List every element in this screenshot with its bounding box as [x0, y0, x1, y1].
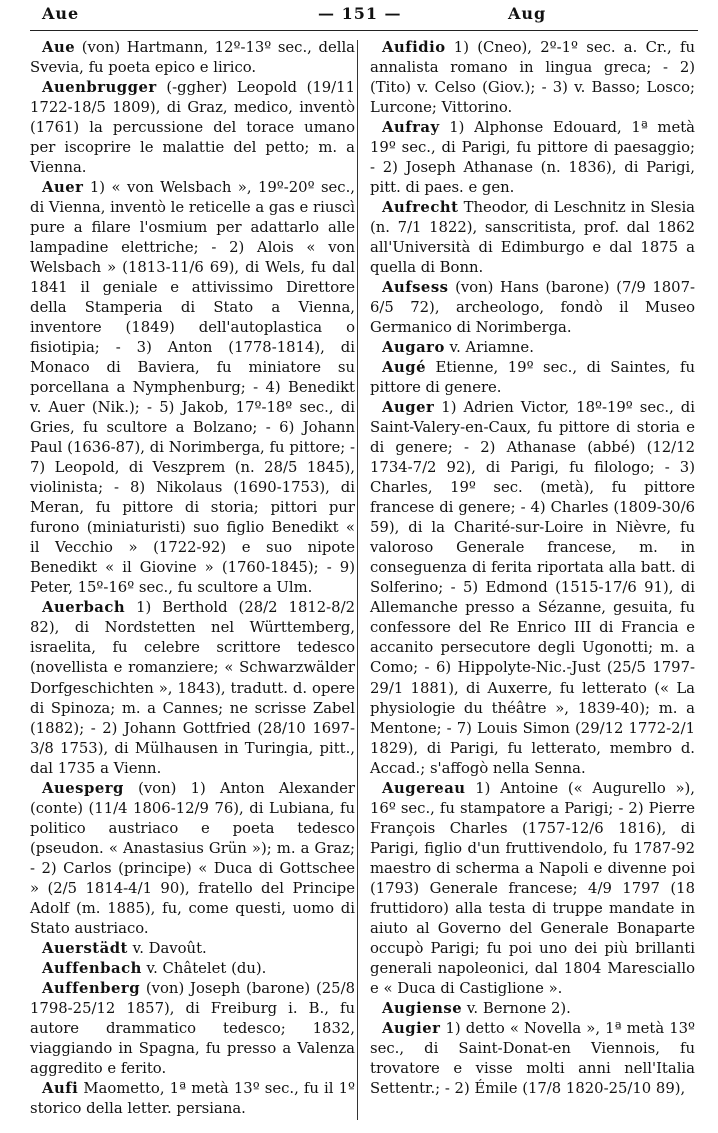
- right-column: [370, 38, 695, 1099]
- entry-text: v. Davoût.: [127, 939, 207, 957]
- entry-text: (von) Hartmann, 12º-13º sec., della Svevia, fu poeta epico e lirico.: [30, 39, 355, 77]
- dictionary-entry: [30, 78, 355, 178]
- entry-headword: Augé: [382, 359, 426, 377]
- dictionary-entry: [370, 38, 695, 118]
- dictionary-entry: [30, 178, 355, 598]
- entry-headword: Aue: [42, 39, 76, 56]
- entry-text: (-ggher) Leopold (19/11 1722-18/5 1809), di Graz, medico, inventò (1761) la percussione del torace umano per iscoprire le malattie del petto; m. a Vienna.: [30, 79, 355, 177]
- entry-text: (von) Hans (barone) (7/9 1807-6/5 72), archeologo, fondò il Museo Germanico di Norimberga.: [370, 279, 695, 337]
- dictionary-entry: [30, 979, 355, 1079]
- entry-headword: Aufrecht: [382, 199, 459, 217]
- dictionary-entry: [370, 198, 695, 278]
- entry-headword: Auerstädt: [42, 939, 128, 957]
- dictionary-entry: [30, 598, 355, 778]
- page-number: — 151 —: [318, 4, 402, 23]
- entry-text: 1) (Cneo), 2º-1º sec. a. Cr., fu annalista romano in lingua greca; - 2) (Tito) v. Celso (Giov.); - 3) v. Basso; Losco; Lurcone; Vittorino.: [370, 39, 695, 117]
- entry-headword: Aufray: [382, 119, 440, 137]
- dictionary-entry: [30, 38, 355, 78]
- dictionary-entry: [370, 118, 695, 198]
- entry-headword: Auerbach: [42, 599, 126, 617]
- entry-text: 1) « von Welsbach », 19º-20º sec., di Vienna, inventò le reticelle a gas e riuscì pure a filare l'osmium per adattarlo alle lampadine elettriche; - 2) Alois « von Welsbach » (1813-11/6 69), di Wels, fu dal 1841 il geniale e attivissimo Direttore della Stamperia di Stato a Vienna, inventore (1849) dell'autoplastica o fisiotipia; - 3) Anton (1778-1814), di Monaco di Baviera, fu miniatore su porcellana a Nymphenburg; - 4) Benedikt v. Auer (Nik.); - 5) Jakob, 17º-18º sec., di Gries, fu scultore a Bolzano; - 6) Johann Paul (1636-87), di Norimberga, fu pittore; - 7) Leopold, di Veszprem (n. 28/5 1845), violinista; - 8) Nikolaus (1690-1753), di Meran, fu pittore di storia; pittori pur furono (miniaturisti) suo figlio Benedikt « il Vecchio » (1722-92) e suo nipote Benedikt « il Giovine » (1760-1845); - 9) Peter, 15º-16º sec., fu scultore a Ulm.: [30, 179, 355, 597]
- entry-text: 1) Adrien Victor, 18º-19º sec., di Saint-Valery-en-Caux, fu pittore di storia e di genere; - 2) Athanase (abbé) (12/12 1734-7/2 92), di Parigi, fu filologo; - 3) Charles, 19º sec. (metà), fu pittore francese di genere; - 4) Charles (1809-30/6 59), di la Charité-sur-Loire in Nièvre, fu valoroso Generale francese, m. in conseguenza di ferita riportata alla batt. di Solferino; - 5) Edmond (1515-17/6 91), di Allemanche presso a Sézanne, gesuita, fu confessore del Re Enrico III di Francia e accanito persecutore degli Ugonotti; m. a Como; - 6) Hippolyte-Nic.-Just (25/5 1797-29/1 1881), di Auxerre, fu letterato (« La physiologie du théâtre », 1839-40); m. a Mentone; - 7) Louis Simon (29/12 1772-2/1 1829), di Parigi, fu letterato, membro d. Accad.; s'affogò nella Senna.: [370, 399, 695, 777]
- entry-headword: Aufi: [42, 1079, 79, 1097]
- entry-headword: Augereau: [382, 779, 466, 797]
- header-left-guide-word: Aue: [42, 4, 80, 23]
- entry-headword: Aufidio: [382, 39, 446, 56]
- entry-text: Theodor, di Leschnitz in Slesia (n. 7/1 1822), sanscritista, prof. dal 1862 all'Università di Edimburgo e dal 1875 a quella di Bonn.: [370, 199, 695, 277]
- entry-text: v. Châtelet (du).: [141, 959, 267, 977]
- entry-headword: Auger: [382, 399, 435, 417]
- entry-text: 1) Berthold (28/2 1812-8/2 82), di Nordstetten nel Württemberg, israelita, fu celebre scrittore tedesco (novellista e romanziere; « Schwarzwälder Dorfgeschichten », 1843), tradutt. d. opere di Spinoza; m. a Cannes; ne scrisse Zabel (1882); - 2) Johann Gottfried (28/10 1697-3/8 1753), di Mülhausen in Turingia, pitt., dal 1735 a Vienn.: [30, 599, 355, 777]
- dictionary-entry: [370, 1019, 695, 1099]
- left-column: [30, 38, 355, 1119]
- entry-headword: Augier: [382, 1019, 441, 1037]
- entry-text: (von) Joseph (barone) (25/8 1798-25/12 1857), di Freiburg i. B., fu autore drammatico tedesco; 1832, viaggiando in Spagna, fu presso a Valenza aggredito e ferito.: [30, 979, 355, 1077]
- entry-text: 1) Alphonse Edouard, 1ª metà 19º sec., di Parigi, fu pittore di paesaggio; - 2) Joseph Athanase (n. 1836), di Parigi, pitt. di paes. e gen.: [370, 119, 695, 197]
- entry-headword: Auffenberg: [42, 979, 141, 997]
- dictionary-entry: [30, 1079, 355, 1119]
- dictionary-entry: [370, 398, 695, 778]
- entry-text: (von) 1) Anton Alexander (conte) (11/4 1806-12/9 76), di Lubiana, fu politico austriaco e poeta tedesco (pseudon. « Anastasius Grün »); m. a Graz; - 2) Carlos (principe) « Duca di Gottschee » (2/5 1814-4/1 90), fratello del Principe Adolf (m. 1885), fu, come questi, uomo di Stato austriaco.: [30, 779, 355, 937]
- dictionary-entry: [30, 779, 355, 939]
- entry-headword: Augaro: [382, 339, 445, 357]
- header-right-guide-word: Aug: [508, 4, 547, 23]
- dictionary-entry: [370, 358, 695, 398]
- entry-headword: Augiense: [382, 999, 463, 1017]
- entry-headword: Aufsess: [382, 279, 449, 297]
- dictionary-entry: [370, 999, 695, 1019]
- dictionary-entry: [370, 779, 695, 999]
- dictionary-entry: [30, 959, 355, 979]
- entry-text: Etienne, 19º sec., di Saintes, fu pittore di genere.: [370, 359, 695, 397]
- dictionary-entry: [370, 338, 695, 358]
- running-header: [0, 0, 718, 26]
- entry-text: 1) detto « Novella », 1ª metà 13º sec., di Saint-Donat-en Viennois, fu trovatore e visse molti anni nell'Italia Settentr.; - 2) Émile (17/8 1820-25/10 89),: [370, 1019, 695, 1097]
- entry-headword: Auffenbach: [42, 959, 142, 977]
- dictionary-entry: [370, 278, 695, 338]
- column-divider: [357, 40, 358, 1120]
- entry-headword: Auer: [42, 179, 84, 197]
- entry-text: v. Bernone 2).: [462, 999, 571, 1017]
- entry-text: Maometto, 1ª metà 13º sec., fu il 1º storico della letter. persiana.: [30, 1079, 355, 1117]
- header-rule: [30, 30, 698, 31]
- entry-text: v. Ariamne.: [444, 339, 534, 357]
- entry-headword: Auenbrugger: [42, 79, 157, 97]
- dictionary-entry: [30, 939, 355, 959]
- entry-text: 1) Antoine (« Augurello »), 16º sec., fu stampatore a Parigi; - 2) Pierre François Charles (1757-12/6 1816), di Parigi, figlio d'un fruttivendolo, fu 1787-92 maestro di scherma a Napoli e divenne poi (1793) Generale francese; 4/9 1797 (18 fruttidoro) alla testa di truppe mandate in aiuto al Governo del Generale Bonaparte occupò Parigi; fu poi uno dei più brillanti generali napoleonici, dal 1804 Maresciallo e « Duca di Castiglione ».: [370, 779, 695, 997]
- entry-headword: Auesperg: [42, 779, 124, 797]
